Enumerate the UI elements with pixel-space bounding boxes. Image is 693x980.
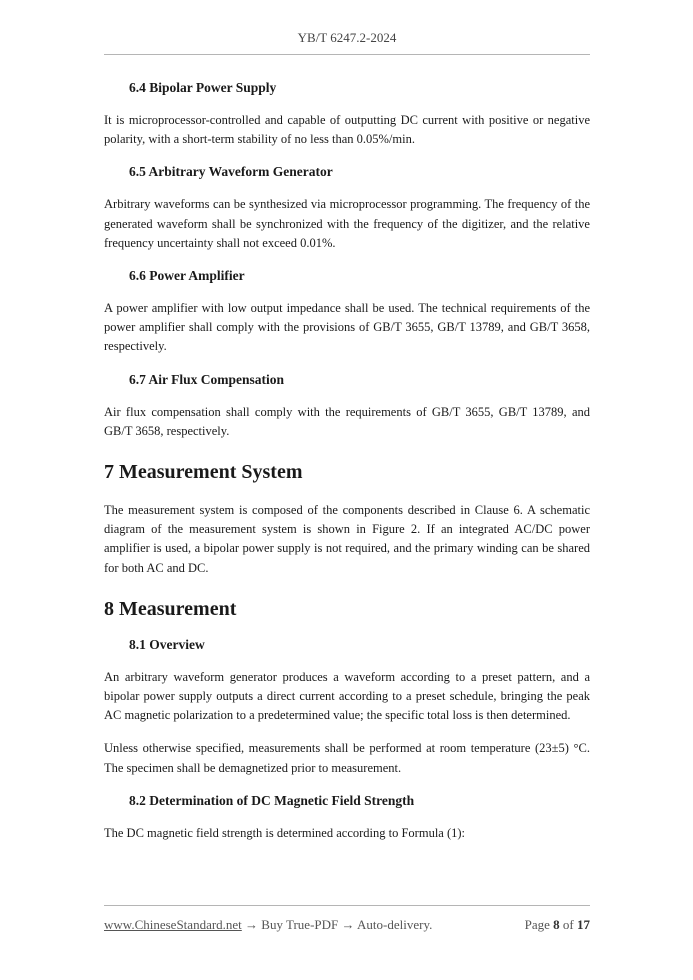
site-link[interactable]: www.ChineseStandard.net xyxy=(104,917,242,932)
section-body-8-2: The DC magnetic field strength is determined according to Formula (1): xyxy=(104,825,466,840)
section-body-6-5: Arbitrary waveforms can be synthesized via microprocessor programming. The frequency of the generated waveform shall be synchronized with the frequency of the digitizer, and the relative frequency uncertainty shall not exceed 0.01%. xyxy=(104,197,590,250)
page-header: YB/T 6247.2-2024 xyxy=(297,30,397,45)
arrow-icon: → xyxy=(241,917,262,932)
section-body-6-7: Air flux compensation shall comply with the requirements of GB/T 3655, GB/T 13789, and GB/T 3658, respectively. xyxy=(104,404,590,438)
footer-promo xyxy=(104,917,432,933)
section-body-7: The measurement system is composed of the components described in Clause 6. A schematic diagram of the measurement system is shown in Figure 2. If an integrated AC/DC power amplifier is used, a bipolar power supply is not required, and the primary winding can be shared for both AC and DC. xyxy=(104,503,590,575)
section-body-6-4: It is microprocessor-controlled and capable of outputting DC current with positive or negative polarity, with a short-term stability of no less than 0.05%/min. xyxy=(104,113,590,147)
header-divider xyxy=(104,54,590,55)
chapter-heading-7: 7 Measurement System xyxy=(104,461,303,484)
of-label: of xyxy=(562,917,574,932)
chapter-heading-8: 8 Measurement xyxy=(104,597,237,620)
section-heading-6-5: 6.5 Arbitrary Waveform Generator xyxy=(129,164,333,180)
section-heading-6-7: 6.7 Air Flux Compensation xyxy=(129,371,285,387)
buy-pdf-link[interactable]: Buy True-PDF xyxy=(261,917,339,932)
section-heading-6-6: 6.6 Power Amplifier xyxy=(129,268,245,284)
footer-divider xyxy=(104,905,590,906)
page-total: 17 xyxy=(577,917,590,932)
page-content xyxy=(104,78,590,843)
page-number xyxy=(525,917,590,933)
section-body-8-1-paragraph-1: An arbitrary waveform generator produces a waveform according to a preset pattern, and a bipolar power supply outputs a direct current according to a preset schedule, bringing the peak AC magnetic polarization to a predetermined value; the specific total loss is then determined. xyxy=(104,669,590,723)
page-current: 8 xyxy=(553,917,560,932)
arrow-icon: → xyxy=(338,917,358,932)
section-body-6-6: A power amplifier with low output impedance shall be used. The technical requirements of the power amplifier shall comply with the provisions of GB/T 3655, GB/T 13789, and GB/T 3658, respectively. xyxy=(104,301,590,354)
section-heading-8-1: 8.1 Overview xyxy=(129,636,205,652)
section-heading-8-2: 8.2 Determination of DC Magnetic Field Strength xyxy=(129,792,415,808)
delivery-text: Auto-delivery. xyxy=(357,917,433,932)
section-body-8-1-paragraph-2: Unless otherwise specified, measurements shall be performed at room temperature (23±5) °C. The specimen shall be demagnetized prior to measurement. xyxy=(104,741,590,775)
section-heading-6-4: 6.4 Bipolar Power Supply xyxy=(129,80,277,95)
page-label: Page xyxy=(524,917,550,932)
